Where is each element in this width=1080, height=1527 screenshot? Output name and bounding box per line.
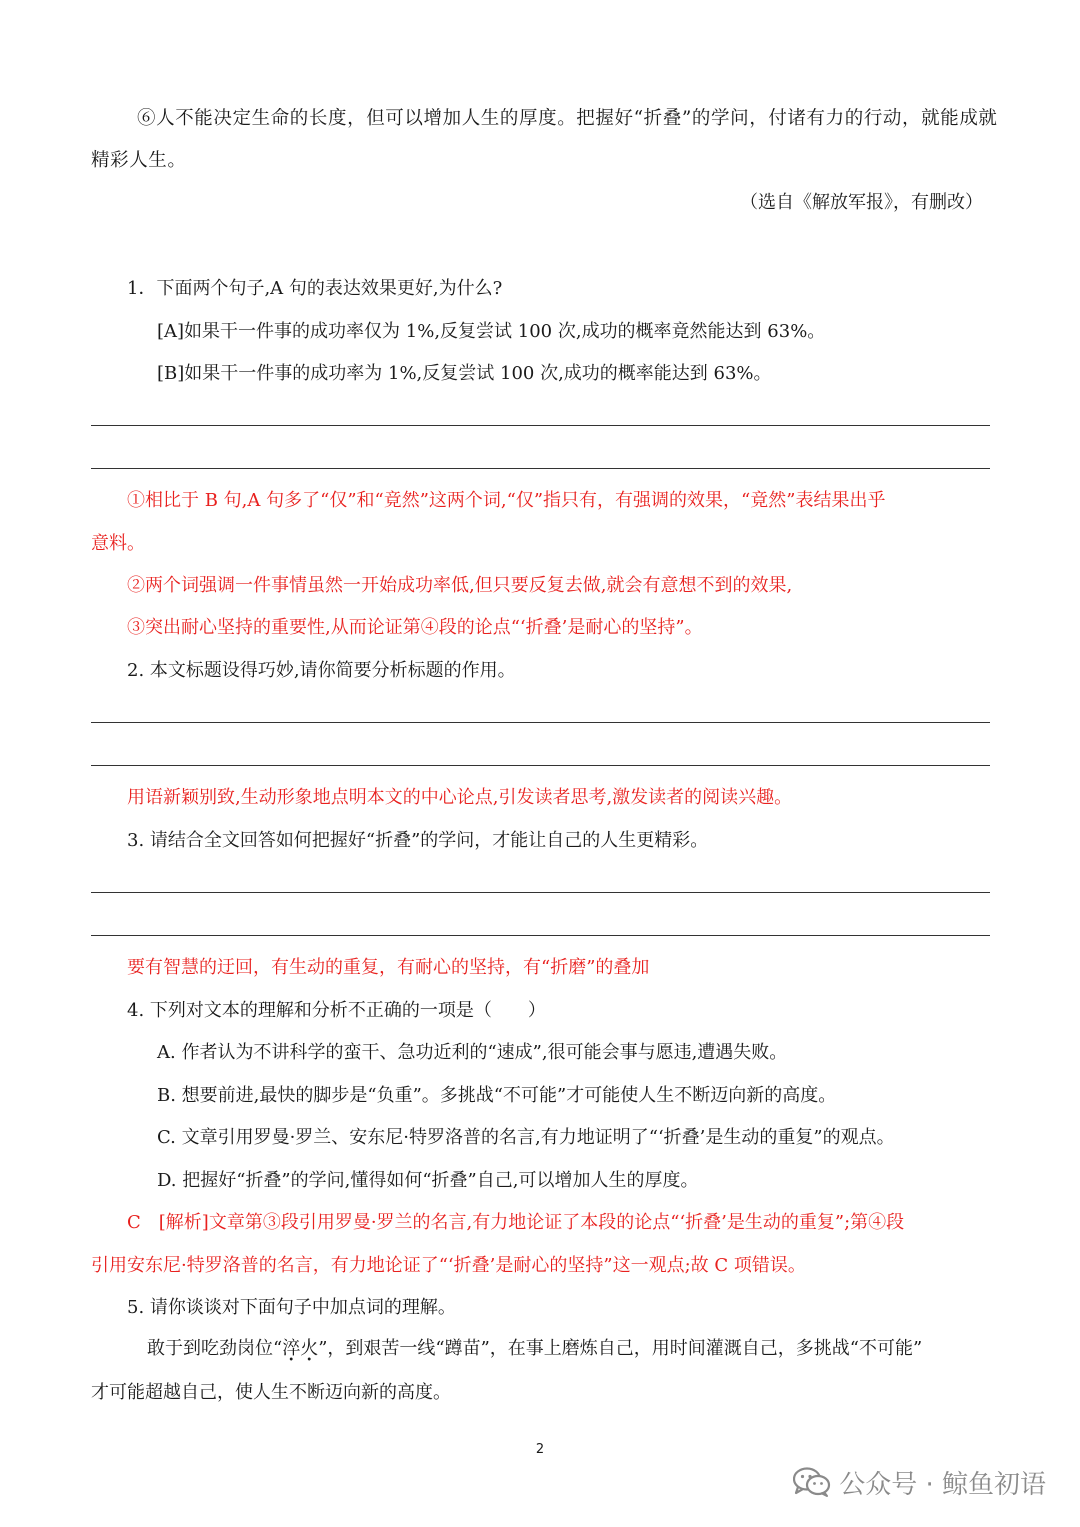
answer-line: [91, 425, 990, 426]
dotted-char: 火: [300, 1338, 319, 1359]
question-1: 1．下面两个句子,A 句的表达效果更好,为什么?: [127, 278, 503, 299]
question-5-sentence-line-2: 才可能超越自己，使人生不断迈向新的高度。: [91, 1382, 451, 1403]
answer-1-point-1-line-1: ①相比于 B 句,A 句多了“仅”和“竟然”这两个词,“仅”指只有，有强调的效果，“竟然”表结果出乎: [127, 490, 886, 511]
question-3: 3. 请结合全文回答如何把握好“折叠”的学问，才能让自己的人生更精彩。: [127, 830, 709, 851]
watermark-text: 公众号 · 鲸鱼初语: [839, 1469, 1046, 1500]
watermark: [793, 1462, 1046, 1502]
source-citation: （选自《解放军报》，有删改）: [740, 192, 983, 213]
question-1-sentence-b: [B]如果干一件事的成功率为 1%,反复尝试 100 次,成功的概率能达到 63%。: [157, 363, 772, 384]
question-5: 5. 请你谈谈对下面句子中加点词的理解。: [127, 1297, 456, 1318]
answer-2: 用语新颖别致,生动形象地点明本文的中心论点,引发读者思考,激发读者的阅读兴趣。: [127, 787, 793, 808]
answer-line: [91, 935, 990, 936]
answer-3: 要有智慧的迂回，有生动的重复，有耐心的坚持，有“折磨”的叠加: [127, 957, 650, 978]
page-number: 2: [535, 1442, 545, 1457]
sentence-text: 敢于到吃劲岗位“: [147, 1338, 283, 1359]
wechat-icon: [793, 1467, 831, 1497]
answer-line: [91, 722, 990, 723]
answer-line: [91, 892, 990, 893]
question-5-sentence-line-1: [147, 1337, 922, 1361]
paragraph-6-line-1: ⑥人不能决定生命的长度，但可以增加人生的厚度。把握好“折叠”的学问，付诸有力的行动，就能成就: [137, 108, 998, 129]
sentence-text: ”，到艰苦一线“蹲苗”，在事上磨炼自己，用时间灌溉自己，多挑战“不可能”: [318, 1338, 923, 1359]
answer-1-point-1-line-2: 意料。: [91, 533, 145, 554]
answer-line: [91, 468, 990, 469]
question-1-sentence-a: [A]如果干一件事的成功率仅为 1%,反复尝试 100 次,成功的概率竟然能达到 63%。: [157, 321, 826, 342]
question-4-option-c: C. 文章引用罗曼·罗兰、安东尼·特罗洛普的名言,有力地证明了“‘折叠’是生动的重复”的观点。: [157, 1127, 895, 1148]
question-4-option-d: D. 把握好“折叠”的学问,懂得如何“折叠”自己,可以增加人生的厚度。: [157, 1170, 699, 1191]
answer-4-line-1: C [解析]文章第③段引用罗曼·罗兰的名言,有力地论证了本段的论点“‘折叠’是生动的重复”;第④段: [127, 1212, 905, 1233]
answer-line: [91, 765, 990, 766]
paragraph-6-line-2: 精彩人生。: [91, 150, 187, 171]
question-4-option-b: B. 想要前进,最快的脚步是“负重”。多挑战“不可能”才可能使人生不断迈向新的高度。: [157, 1085, 837, 1106]
dotted-char: 淬: [282, 1338, 301, 1359]
question-2: 2. 本文标题设得巧妙,请你简要分析标题的作用。: [127, 660, 516, 681]
answer-1-point-3: ③突出耐心坚持的重要性,从而论证第④段的论点“‘折叠’是耐心的坚持”。: [127, 617, 703, 638]
answer-1-point-2: ②两个词强调一件事情虽然一开始成功率低,但只要反复去做,就会有意想不到的效果,: [127, 575, 793, 596]
answer-4-line-2: 引用安东尼·特罗洛普的名言，有力地论证了“‘折叠’是耐心的坚持”这一观点;故 C 项错误。: [91, 1255, 806, 1276]
question-4-option-a: A. 作者认为不讲科学的蛮干、急功近利的“速成”,很可能会事与愿违,遭遇失败。: [157, 1042, 788, 1063]
question-4: 4. 下列对文本的理解和分析不正确的一项是（ ）: [127, 1000, 546, 1021]
